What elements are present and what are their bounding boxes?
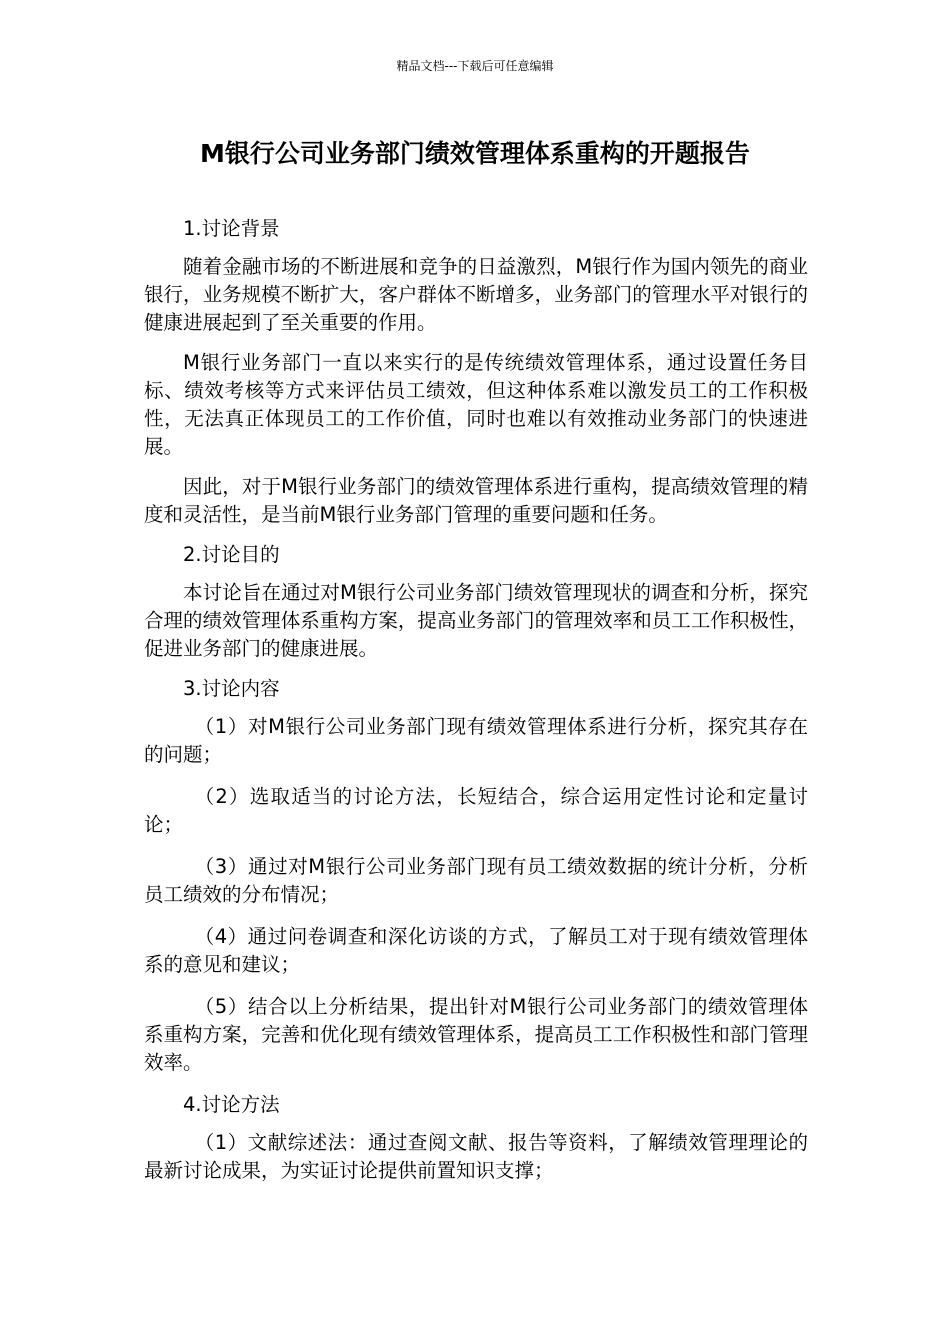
section-heading: 1.讨论背景 (183, 217, 280, 240)
list-item: （5）结合以上分析结果，提出针对M银行公司业务部门的绩效管理体系重构方案，完善和优化现有绩效管理体系，提高员工工作积极性和部门管理效率。 (144, 995, 808, 1074)
page-header: 精品文档---下载后可任意编辑 (396, 59, 554, 73)
document-title: M银行公司业务部门绩效管理体系重构的开题报告 (200, 139, 750, 168)
section-heading: 4.讨论方法 (183, 1093, 280, 1116)
list-item: （2）选取适当的讨论方法，长短结合，综合运用定性讨论和定量讨论； (144, 785, 808, 836)
section-heading: 2.讨论目的 (183, 543, 280, 566)
section-heading: 3.讨论内容 (183, 677, 280, 700)
list-item: （1）对M银行公司业务部门现有绩效管理体系进行分析，探究其存在的问题； (144, 715, 808, 766)
paragraph: 因此，对于M银行业务部门的绩效管理体系进行重构，提高绩效管理的精度和灵活性，是当前M银行业务部门管理的重要问题和任务。 (144, 475, 808, 526)
list-item: （3）通过对M银行公司业务部门现有员工绩效数据的统计分析，分析员工绩效的分布情况； (144, 855, 808, 906)
list-item: （4）通过问卷调查和深化访谈的方式，了解员工对于现有绩效管理体系的意见和建议； (144, 925, 808, 976)
document-body (144, 215, 808, 1199)
paragraph: 随着金融市场的不断进展和竞争的日益激烈，M银行作为国内领先的商业银行，业务规模不断扩大，客户群体不断增多，业务部门的管理水平对银行的健康进展起到了至关重要的作用。 (144, 255, 808, 334)
list-item: （1）文献综述法：通过查阅文献、报告等资料，了解绩效管理理论的最新讨论成果，为实证讨论提供前置知识支撑； (144, 1131, 808, 1182)
paragraph: 本讨论旨在通过对M银行公司业务部门绩效管理现状的调查和分析，探究合理的绩效管理体系重构方案，提高业务部门的管理效率和员工工作积极性，促进业务部门的健康进展。 (144, 581, 808, 660)
paragraph: M银行业务部门一直以来实行的是传统绩效管理体系，通过设置任务目标、绩效考核等方式来评估员工绩效，但这种体系难以激发员工的工作积极性，无法真正体现员工的工作价值，同时也难以有效推动业务部门的快速进展。 (144, 351, 808, 458)
